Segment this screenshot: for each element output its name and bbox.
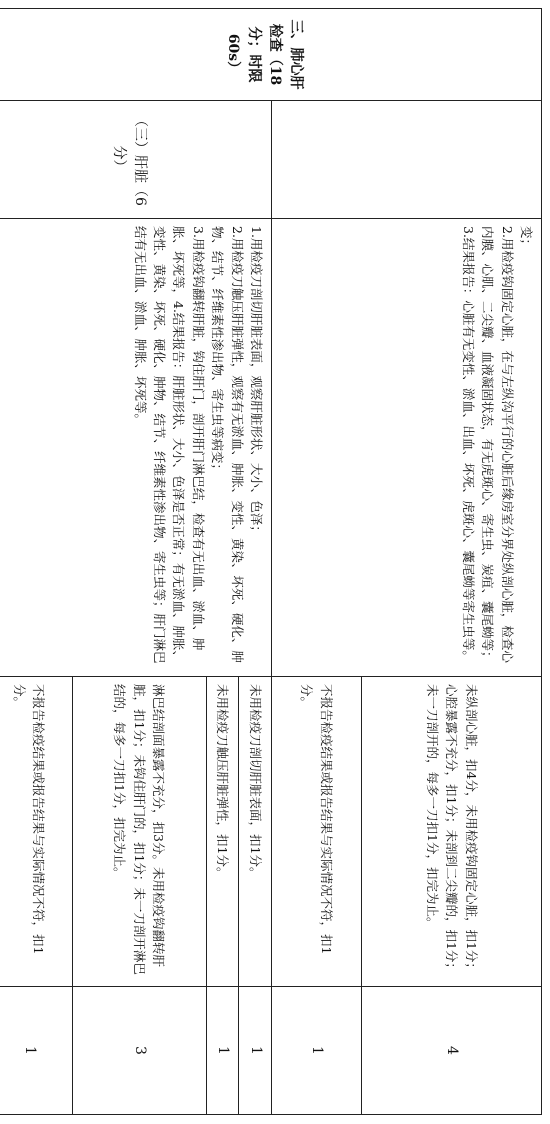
deduction-text: 未用检疫刀剖切肝脏表面，扣1分。: [247, 684, 263, 880]
heart-deduction-cell: [362, 677, 542, 987]
score-cell: [0, 987, 72, 1115]
heart-deduction-cell: [272, 677, 362, 987]
deduction-text: 不报告检疫结果或报告结果与实际情况不符，扣1分。: [299, 684, 334, 955]
grading-table: [0, 8, 542, 1115]
score-value: 1: [21, 1046, 38, 1055]
subsection-title: （三）肝脏（6分）: [110, 113, 148, 206]
score-cell: [362, 987, 542, 1115]
section-title-cell: [0, 9, 542, 101]
score-value: 3: [131, 1046, 148, 1055]
table-row: [362, 9, 542, 1115]
score-value: 1: [309, 1046, 326, 1055]
heart-procedure-cell: [272, 219, 542, 677]
deduction-text: 不报告检疫结果或报告结果与实际情况不符，扣1分。: [12, 684, 47, 955]
score-value: 1: [215, 1046, 232, 1055]
liver-procedure-cell: [0, 219, 272, 677]
score-cell: [72, 987, 206, 1115]
heart-procedure-step: 3.结果报告：心脏有无变性、淤血、出血、坏死、虎斑心、囊尾蚴等寄生虫等。: [460, 226, 476, 663]
liver-deduction-cell: [72, 677, 206, 987]
liver-deduction-cell: [0, 677, 72, 987]
liver-procedure-step: 2.用检疫刀触压肝脏弹性，观察有无淤血、肿胀、变性、黄染、坏死、硬化、肿物、结节、纤维素性渗出物、寄生虫等病变；: [210, 226, 245, 663]
score-cell: [272, 987, 362, 1115]
score-cell: [239, 987, 272, 1115]
liver-deduction-cell: [206, 677, 239, 987]
table-row: [239, 9, 272, 1115]
score-cell: [206, 987, 239, 1115]
score-value: 1: [248, 1046, 264, 1055]
deduction-text: 未用检疫刀触压肝脏弹性，扣1分。: [215, 684, 231, 880]
subsection-empty-cell: [272, 101, 542, 219]
section-title: 三、肺心肝检查（18分；时限60s）: [224, 19, 304, 90]
liver-deduction-cell: [239, 677, 272, 987]
score-value: 4: [444, 1046, 461, 1055]
deduction-text: 淋巴结剖面暴露不充分，扣3分。未用检疫钩翻转肝脏，扣1分；未钩住肝门的，扣1分；未一刀剖开淋巴结的，每多一刀扣1分，扣完为止。: [112, 684, 167, 975]
heart-procedure-step: 2.用检疫钩固定心脏，在与左纵沟平行的心脏后缘房室分界处纵剖心脏，检查心内膜、心肌、二尖瓣、血液凝固状态，有无虎斑心、寄生虫、炭疽、囊尾蚴等；: [480, 226, 515, 664]
liver-procedure-step: 1.用检疫刀剖切肝脏表面，观察肝脏形状、大小、色泽；: [249, 226, 264, 538]
subsection-title-cell: [0, 101, 272, 219]
deduction-text: 未纵剖心脏，扣4分，未用检疫钩固定心脏，扣1分；心腔暴露不充分，扣1分；未剖到二尖瓣的，扣1分；未一刀剖开的，每多一刀扣1分，扣完为止。: [424, 684, 479, 975]
heart-procedure-step: 变；: [519, 226, 534, 252]
liver-procedure-step: 3.用检疫钩翻转肝脏，钩住肝门，剖开肝门淋巴结，检查有无出血、淤血、肿胀、坏死等，4.结果报告：肝脏形状、大小、色泽是否正常；有无淤血、肿胀、变性、黄染、坏死、硬化、肿物、结节、纤维素性渗出物、寄生虫等；肝门淋巴结有无出血、淤血、肿胀、坏死等。: [132, 226, 206, 664]
